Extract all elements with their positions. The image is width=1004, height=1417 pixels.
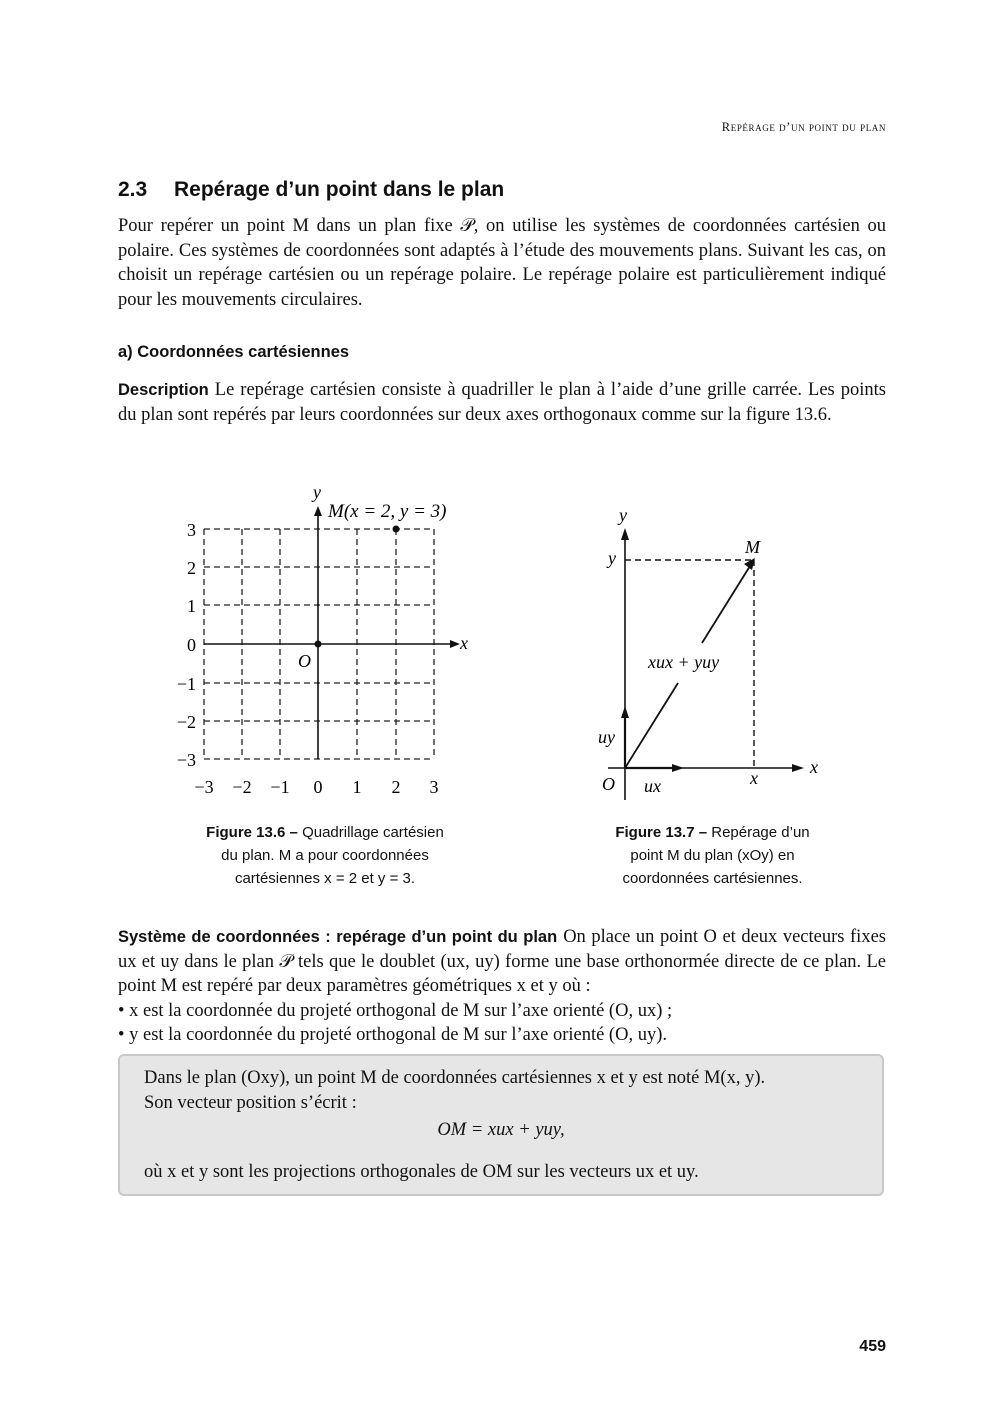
caption-line: Repérage d’un	[711, 824, 810, 841]
description-text: Le repérage cartésien consiste à quadriller le plan à l’aide d’une grille carrée. Les points du plan sont repérés par leurs coordonnées sur deux axes orthogonaux comme sur la figure 13.6.	[118, 380, 886, 425]
x-tick: −2	[232, 777, 252, 797]
position-vector-lower	[625, 683, 678, 768]
x-tick: −1	[270, 777, 290, 797]
caption-line: Quadrillage cartésien	[302, 824, 444, 841]
x-tick: −3	[194, 777, 214, 797]
figure-13-7-vectors	[580, 500, 840, 810]
x-tick: 1	[352, 777, 362, 797]
axis-y-label: y	[619, 505, 627, 525]
box-equation: OM = xux + yuy,	[437, 1120, 565, 1140]
y-tick: 2	[187, 558, 196, 578]
y-axis-arrow-icon	[621, 528, 629, 540]
x-axis-arrow-icon	[792, 764, 804, 772]
origin-label: O	[298, 651, 311, 671]
uy-arrow-icon	[621, 706, 629, 718]
y-tick: 3	[187, 520, 196, 540]
axis-x-label: x	[460, 633, 468, 653]
position-vector-upper	[702, 566, 750, 643]
axis-x-label: x	[810, 757, 818, 777]
caption-line: cartésiennes x = 2 et y = 3.	[234, 870, 416, 887]
y-axis-arrow-icon	[314, 506, 322, 516]
running-head: Repérage d’un point du plan	[721, 120, 886, 134]
caption-line: coordonnées cartésiennes.	[622, 870, 803, 887]
axis-y-label: y	[313, 482, 321, 502]
x-tick: 3	[429, 777, 439, 797]
x-axis-arrow-icon	[450, 640, 460, 648]
point-m-label: M(x = 2, y = 3)	[328, 501, 447, 522]
origin-label: O	[602, 774, 615, 794]
description-lead: Description	[118, 381, 209, 399]
section-heading: 2.3 Repérage d’un point dans le plan	[118, 178, 505, 201]
figure-13-7-caption	[575, 821, 850, 890]
caption-lead: Figure 13.7 –	[615, 824, 708, 841]
page-number: 459	[859, 1338, 886, 1355]
y-tick: −1	[176, 674, 196, 694]
y-tick: −2	[176, 712, 196, 732]
caption-line: du plan. M a pour coordonnées	[221, 847, 429, 864]
x-tick: 2	[391, 777, 401, 797]
system-paragraph	[118, 925, 886, 1048]
intro-paragraph: Pour repérer un point M dans un plan fixe 𝒫, on utilise les systèmes de coordonnées cartésien ou polaire. Ces systèmes de coordonnées sont adaptés à l’étude des mouvements plans. Suivant les cas, on choisit un repérage cartésien ou un repérage polaire. Le repérage polaire est particulièrement indiqué pour les mouvements circulaires.	[118, 216, 886, 310]
box-line-2: Son vecteur position s’écrit :	[144, 1093, 357, 1113]
bullet-item: • x est la coordonnée du projeté orthogonal de M sur l’axe orienté (O, ux) ;	[118, 1000, 673, 1021]
vector-sum-label: xux + yuy	[648, 652, 720, 672]
point-m-label: M	[745, 537, 760, 557]
box-line-3: où x et y sont les projections orthogonales de OM sur les vecteurs ux et uy.	[144, 1162, 699, 1182]
origin-dot	[315, 641, 322, 648]
caption-line: point M du plan (xOy) en	[630, 847, 795, 864]
ux-arrow-icon	[672, 764, 684, 772]
uy-label: uy	[598, 727, 615, 747]
x-tick: 0	[313, 777, 323, 797]
section-title: Repérage d’un point dans le plan	[174, 178, 505, 201]
definition-box	[118, 1054, 884, 1196]
y-tick: −3	[176, 750, 196, 770]
y-tick: 1	[187, 596, 196, 616]
y-tick: 0	[187, 635, 196, 655]
y-projection-label: y	[608, 548, 616, 568]
system-lead: Système de coordonnées : repérage d’un point du plan	[118, 928, 558, 946]
description-paragraph	[118, 378, 886, 427]
system-text: On place un point O et deux vecteurs fixes ux et uy dans le plan 𝒫 tels que le doublet (ux, uy) forme une base orthonormée directe de ce plan. Le point M est repéré par deux paramètres géométriques x et y où :	[118, 927, 886, 996]
caption-lead: Figure 13.6 –	[206, 824, 298, 841]
point-m-dot	[393, 526, 400, 533]
subsection-heading: a) Coordonnées cartésiennes	[118, 343, 350, 361]
figure-13-6-caption	[160, 821, 490, 890]
bullet-item: • y est la coordonnée du projeté orthogonal de M sur l’axe orienté (O, uy).	[118, 1025, 667, 1045]
ux-label: ux	[644, 776, 661, 796]
figure-13-6-grid	[160, 478, 490, 808]
x-projection-label: x	[750, 768, 758, 788]
box-line-1: Dans le plan (Oxy), un point M de coordonnées cartésiennes x et y est noté M(x, y).	[144, 1068, 766, 1088]
